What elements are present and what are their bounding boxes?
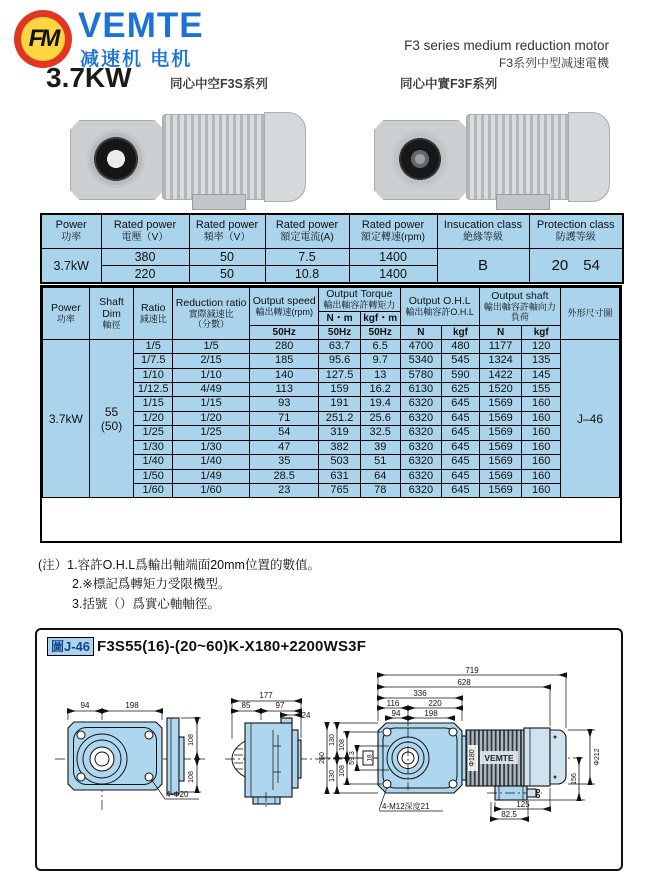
cell: 7.5 <box>265 249 349 266</box>
solid-shaft <box>391 130 449 188</box>
cell: 6320 <box>400 426 442 440</box>
cell: 2/15 <box>173 354 250 368</box>
perf-header-row1 <box>43 288 620 312</box>
ratings-header-row <box>41 214 623 249</box>
cell: 93 <box>250 397 319 411</box>
cell: 71 <box>250 411 319 425</box>
cell: 6320 <box>400 397 442 411</box>
cell: 1/40 <box>134 455 173 469</box>
unit-n: N <box>400 325 442 339</box>
hz-nm: 50Hz <box>319 325 361 339</box>
motor-end-cap <box>568 112 610 202</box>
cell: 545 <box>442 354 480 368</box>
model-code: F3S55(16)-(20~60)K-X180+2200WS3F <box>97 638 367 655</box>
cell: 1569 <box>479 440 522 454</box>
cell: 280 <box>250 339 319 353</box>
col-current: Rated power 額定電流(A) <box>265 214 349 249</box>
cell: 480 <box>442 339 480 353</box>
cell: 1569 <box>479 455 522 469</box>
cell: 5340 <box>400 354 442 368</box>
hz-kgfm: 50Hz <box>360 325 400 339</box>
col-ratio: Ratio 減速比 <box>134 288 173 340</box>
dim-label: 719 <box>465 666 479 675</box>
cell: 380 <box>101 249 189 266</box>
cell: 645 <box>442 469 480 483</box>
dim-label: 24 <box>301 711 311 720</box>
cell: 32.5 <box>360 426 400 440</box>
cell: 6130 <box>400 383 442 397</box>
dim-label: 18 <box>366 754 374 762</box>
cell: 63.7 <box>319 339 361 353</box>
cell: 645 <box>442 483 480 497</box>
cell: 631 <box>319 469 361 483</box>
col-output-torque: Output Torque 輸出軸容許轉矩力 <box>319 288 400 312</box>
cell: 1569 <box>479 426 522 440</box>
gearbox-head <box>70 120 164 200</box>
cell: 51 <box>360 455 400 469</box>
cell: 16.2 <box>360 383 400 397</box>
cell: 1/12.5 <box>134 383 173 397</box>
cell: 1/50 <box>134 469 173 483</box>
cell: 1400 <box>349 266 437 284</box>
cell: 1569 <box>479 469 522 483</box>
motor-diameter-label: Φ180 <box>469 749 476 767</box>
gearbox-head <box>374 120 468 200</box>
cell: 1400 <box>349 249 437 266</box>
unit-kgfm: kgf・m <box>360 311 400 325</box>
logo-monogram: FM <box>21 17 65 61</box>
photo-hollow-shaft-motor <box>62 104 308 210</box>
footnotes <box>38 556 320 614</box>
cell: 159 <box>319 383 361 397</box>
dim-label: 82.5 <box>501 810 517 819</box>
dim-label: 97 <box>275 701 285 710</box>
cell: 1/60 <box>134 483 173 497</box>
col-protection: Protection class 防護等級 <box>529 214 623 249</box>
performance-table-frame <box>40 285 622 543</box>
unit-nm: N・m <box>319 311 361 325</box>
cell: 1/25 <box>173 426 250 440</box>
cell: 39 <box>360 440 400 454</box>
cell: 1/30 <box>173 440 250 454</box>
col-frequency: Rated power 頻率（V） <box>189 214 265 249</box>
cell: 120 <box>522 339 561 353</box>
unit-kgf: kgf <box>522 325 561 339</box>
dim-label: 628 <box>457 678 471 687</box>
cell: 13 <box>360 368 400 382</box>
dim-label: 94 <box>391 709 401 718</box>
cell: 19.4 <box>360 397 400 411</box>
cell: 1/10 <box>134 368 173 382</box>
cell: 4/49 <box>173 383 250 397</box>
series-label-f3f: 同心中實F3F系列 <box>400 77 498 91</box>
cell: 1/40 <box>173 455 250 469</box>
side-view <box>225 691 342 810</box>
cell: 1/15 <box>173 397 250 411</box>
cell: 10.8 <box>265 266 349 284</box>
cell: 1/7.5 <box>134 354 173 368</box>
photo-solid-shaft-motor <box>366 104 612 210</box>
performance-table <box>42 287 620 498</box>
cell: 127.5 <box>319 368 361 382</box>
cell: 1569 <box>479 411 522 425</box>
cell: 1422 <box>479 368 522 382</box>
dim-label: 130 <box>329 770 336 782</box>
dim-label: 156 <box>571 773 578 785</box>
cell: 319 <box>319 426 361 440</box>
unit-kgf: kgf <box>442 325 480 339</box>
cell: 6320 <box>400 455 442 469</box>
hz-speed: 50Hz <box>250 325 319 339</box>
dim-label: 198 <box>424 709 438 718</box>
cell: 35 <box>250 455 319 469</box>
series-title-zh: F3系列中型减速電機 <box>498 56 609 70</box>
cell: 160 <box>522 469 561 483</box>
cell: 251.2 <box>319 411 361 425</box>
cell: 64 <box>360 469 400 483</box>
cell: 1/20 <box>173 411 250 425</box>
motor-fins <box>466 114 572 200</box>
cell: 78 <box>360 483 400 497</box>
col-output-shaft: Output shaft 輸出軸容許軸向力負荷 <box>479 288 560 326</box>
brand-subtitle: 减速机 电机 <box>80 49 193 70</box>
cell: 5780 <box>400 368 442 382</box>
cell: 4700 <box>400 339 442 353</box>
note-1: (注）1.容許O.H.L爲輸出軸端面20mm位置的數值。 <box>38 558 320 572</box>
cell: 6320 <box>400 469 442 483</box>
note-2: 2.※標記爲轉矩力受限機型。 <box>72 577 231 592</box>
cell: 6320 <box>400 483 442 497</box>
front-view <box>55 701 205 812</box>
series-title-en: F3 series medium reduction motor <box>404 38 609 53</box>
tapped-hole-callout: 4-M12深度21 <box>382 802 430 811</box>
cell: 645 <box>442 397 480 411</box>
note-3: 3.括號（）爲實心軸軸徑。 <box>72 596 220 611</box>
col-output-speed: Output speed 輸出轉速(rpm) <box>250 288 319 326</box>
dim-label: 336 <box>413 689 427 698</box>
brand-name: VEMTE <box>78 6 204 45</box>
bolt-hole-callout: 4-Φ20 <box>166 790 189 799</box>
cell: 1/5 <box>173 339 250 353</box>
cell: 160 <box>522 483 561 497</box>
dim-label: 116 <box>386 699 400 708</box>
dim-label: 59.3 <box>349 751 356 765</box>
col-reduction-ratio: Reduction ratio 實際減速比 （分數） <box>173 288 250 340</box>
col-shaft-dim: Shaft Dim 軸徑 <box>89 288 134 340</box>
cell: 645 <box>442 426 480 440</box>
unit-n: N <box>479 325 522 339</box>
cell: 1/20 <box>134 411 173 425</box>
motor-end-cap <box>264 112 306 202</box>
cell: 1/60 <box>173 483 250 497</box>
cell: 9.7 <box>360 354 400 368</box>
motor-fins <box>162 114 268 200</box>
shaft-dim-value: 55 (50) <box>89 339 134 497</box>
dim-label: 94 <box>80 701 90 710</box>
cell: 25.6 <box>360 411 400 425</box>
col-outline-drawing: 外形尺寸圖 <box>561 288 620 340</box>
terminal-box <box>496 194 550 210</box>
cell: 1/25 <box>134 426 173 440</box>
dim-label: 177 <box>259 691 273 700</box>
vemte-logo-icon <box>14 10 72 68</box>
cell: 1324 <box>479 354 522 368</box>
insulation-class: B <box>437 249 529 284</box>
dim-label: 125 <box>516 800 530 809</box>
cell: 191 <box>319 397 361 411</box>
dim-label: 130 <box>329 734 336 746</box>
cell: 160 <box>522 426 561 440</box>
cell: 645 <box>442 411 480 425</box>
cell: 6320 <box>400 411 442 425</box>
dimension-drawing-panel <box>35 628 623 871</box>
power-value: 3.7kW <box>43 339 90 497</box>
cell: 28.5 <box>250 469 319 483</box>
dim-label: 198 <box>125 701 139 710</box>
col-speed: Rated power 額定轉速(rpm) <box>349 214 437 249</box>
cell: 50 <box>189 249 265 266</box>
cell: 135 <box>522 354 561 368</box>
dim-label: 108 <box>188 734 195 746</box>
cell: 1/15 <box>134 397 173 411</box>
cell: 113 <box>250 383 319 397</box>
cell: 1/10 <box>173 368 250 382</box>
cell: 160 <box>522 455 561 469</box>
dim-label: 220 <box>428 699 442 708</box>
cell: 145 <box>522 368 561 382</box>
dim-label: 108 <box>339 765 346 777</box>
cell: 1569 <box>479 397 522 411</box>
cell: 6.5 <box>360 339 400 353</box>
dim-label: 108 <box>188 771 195 783</box>
cell: 765 <box>319 483 361 497</box>
cell: 503 <box>319 455 361 469</box>
ratings-table <box>40 213 624 284</box>
cell: 160 <box>522 411 561 425</box>
cell: 382 <box>319 440 361 454</box>
power-value: 3.7kW <box>41 249 101 284</box>
power-rating-heading: 3.7KW <box>46 62 132 93</box>
col-voltage: Rated power 電壓（V） <box>101 214 189 249</box>
protection-class: 20 54 <box>529 249 623 284</box>
terminal-box <box>192 194 246 210</box>
cell: 47 <box>250 440 319 454</box>
cell: 95.6 <box>319 354 361 368</box>
cell: 54 <box>250 426 319 440</box>
cell: 590 <box>442 368 480 382</box>
col-insulation: Insucation class 絶緣等級 <box>437 214 529 249</box>
hollow-shaft-hole <box>87 130 145 188</box>
cell: 1520 <box>479 383 522 397</box>
cell: 23 <box>250 483 319 497</box>
dim-label: 85 <box>241 701 251 710</box>
technical-drawing <box>37 660 621 868</box>
cell: 155 <box>522 383 561 397</box>
cell: 1177 <box>479 339 522 353</box>
cell: 645 <box>442 440 480 454</box>
dim-label: 108 <box>339 739 346 751</box>
ratings-row-380v <box>41 249 623 266</box>
outline-drawing-ref: J–46 <box>561 339 620 497</box>
series-label-f3s: 同心中空F3S系列 <box>170 77 268 91</box>
cell: 50 <box>189 266 265 284</box>
cell: 1/30 <box>134 440 173 454</box>
col-power: Power 功率 <box>41 214 101 249</box>
cell: 1569 <box>479 483 522 497</box>
cell: 185 <box>250 354 319 368</box>
dim-label: Φ212 <box>594 748 601 766</box>
motor-brand-label: VEMTE <box>484 753 514 763</box>
cell: 220 <box>101 266 189 284</box>
top-view <box>319 666 601 822</box>
cell: 1/5 <box>134 339 173 353</box>
col-output-ohl: Output O.H.L 輸出軸容許O.H.L <box>400 288 479 326</box>
cell: 625 <box>442 383 480 397</box>
perf-row <box>43 339 620 353</box>
cell: 160 <box>522 397 561 411</box>
cell: 1/49 <box>173 469 250 483</box>
cell: 140 <box>250 368 319 382</box>
figure-tag: 圖J-46 <box>47 637 94 656</box>
cell: 160 <box>522 440 561 454</box>
dim-label: 260 <box>319 752 326 764</box>
cell: 6320 <box>400 440 442 454</box>
col-power: Power 功率 <box>43 288 90 340</box>
cell: 645 <box>442 455 480 469</box>
